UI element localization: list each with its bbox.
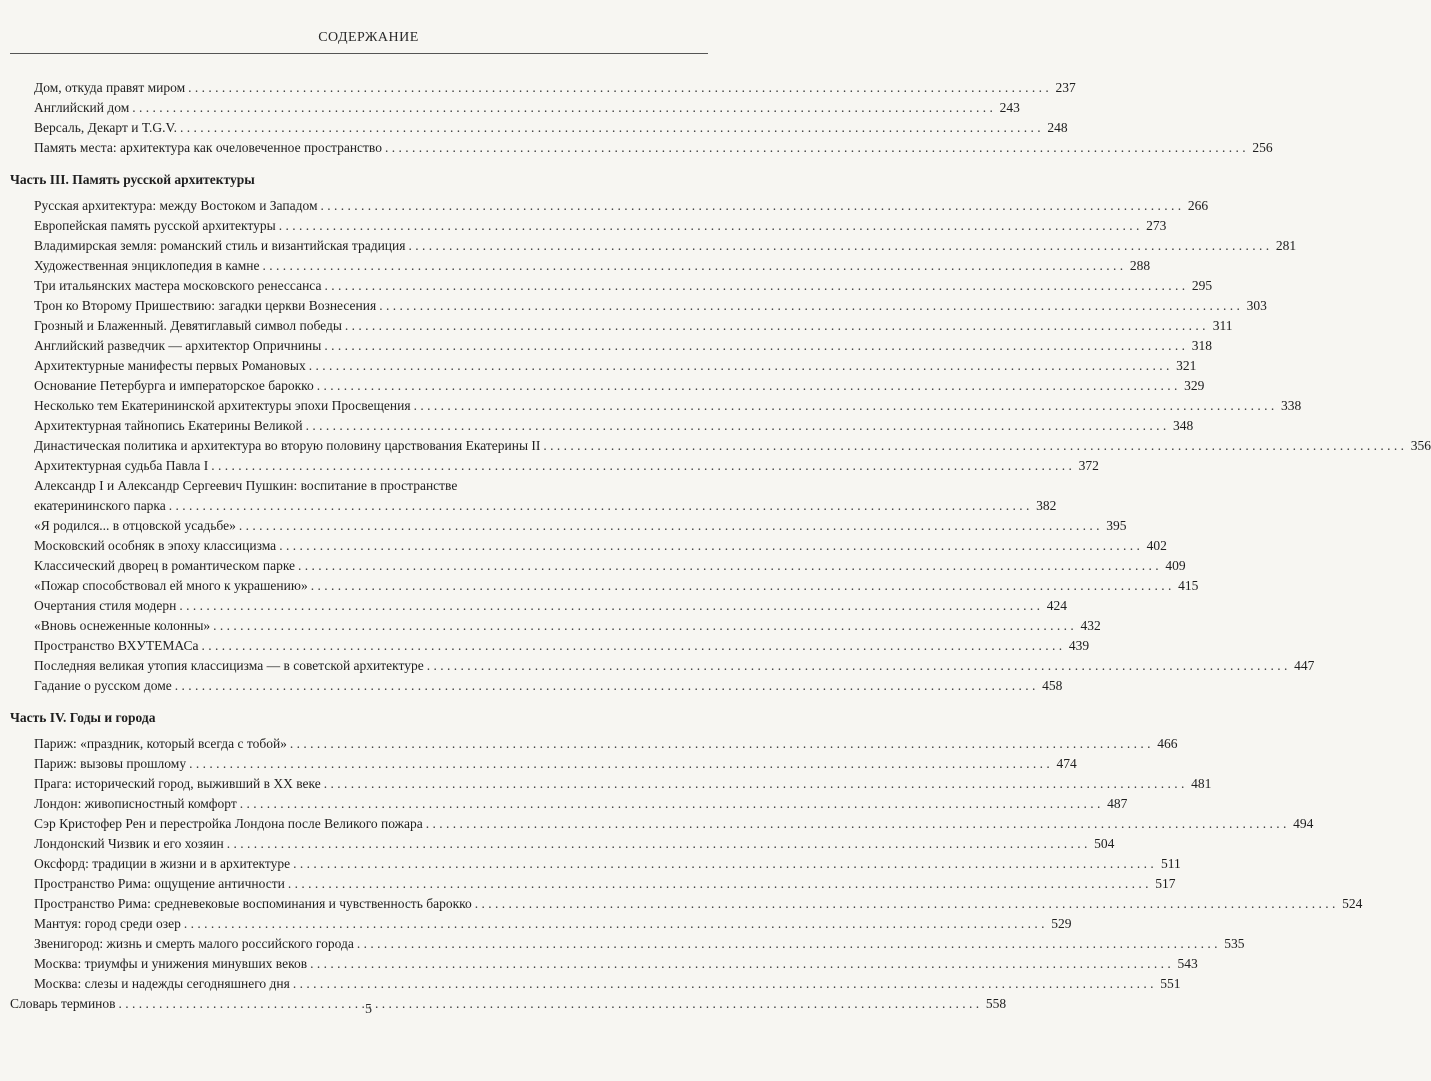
- toc-entry-title: Пространство Рима: ощущение античности: [34, 876, 285, 891]
- toc-entry-page: 494: [1293, 816, 1314, 831]
- toc-entry-page: 439: [1068, 638, 1090, 653]
- toc-entry-title: Оксфорд: традиции в жизни и в архитектуре: [34, 856, 291, 871]
- toc-entry[interactable]: [0, 296, 1267, 316]
- toc-entry-page: 372: [1078, 458, 1099, 473]
- toc-entry-title: Английский разведчик — архитектор Опричнины: [34, 338, 322, 353]
- toc-entry-page: 517: [1155, 876, 1176, 891]
- toc-entry-title: «Пожар способствовал ей много к украшению»: [34, 578, 308, 593]
- toc-entry-title: Архитектурная судьба Павла I: [34, 458, 209, 473]
- toc-entry[interactable]: [0, 276, 1213, 296]
- leader-dots: [293, 974, 1154, 994]
- leader-dots: [213, 616, 1074, 636]
- leader-dots: [543, 436, 1404, 456]
- toc-entry[interactable]: [0, 516, 1127, 536]
- toc-entry[interactable]: [0, 216, 1167, 236]
- toc-entry[interactable]: [0, 894, 1363, 914]
- toc-entry-wrapped[interactable]: [0, 476, 1057, 516]
- leader-dots: [475, 894, 1336, 914]
- toc-entry-title: Владимирская земля: романский стиль и византийская традиция: [34, 238, 406, 253]
- leader-dots: [132, 98, 993, 118]
- leader-dots: [290, 734, 1151, 754]
- toc-entry[interactable]: [0, 854, 1181, 874]
- toc-entry-page: 432: [1080, 618, 1101, 633]
- toc-entry-title: Русская архитектура: между Востоком и Западом: [34, 198, 318, 213]
- toc-entry-title: Москва: слезы и надежды сегодняшнего дня: [34, 976, 290, 991]
- toc-entry[interactable]: [0, 934, 1245, 954]
- toc-entry-title: Английский дом: [34, 100, 130, 115]
- toc-entry-title-line-2: екатерининского парка: [34, 498, 166, 513]
- toc-entry-title: Звенигород: жизнь и смерть малого российского города: [34, 936, 354, 951]
- toc-entry-title: Память места: архитектура как очеловеченное пространство: [34, 140, 382, 155]
- toc-entry-title: Классический дворец в романтическом парке: [34, 558, 296, 573]
- toc-entry-page: 474: [1056, 756, 1077, 771]
- toc-entry[interactable]: [0, 416, 1194, 436]
- leader-dots: [311, 576, 1172, 596]
- toc-entry-title: Очертания стиля модерн: [34, 598, 177, 613]
- toc-entry[interactable]: [0, 676, 1063, 696]
- toc-entry[interactable]: [0, 754, 1077, 774]
- toc-entry-page: 273: [1146, 218, 1167, 233]
- leader-dots: [293, 854, 1154, 874]
- toc-entry-page: 395: [1106, 518, 1127, 533]
- toc-entry[interactable]: [0, 396, 1302, 416]
- toc-entry-page: 402: [1146, 538, 1167, 553]
- toc-entry-title: Европейская память русской архитектуры: [34, 218, 276, 233]
- toc-entry-title: Архитектурные манифесты первых Романовых: [34, 358, 306, 373]
- leader-dots: [179, 596, 1040, 616]
- toc-entry-page: 243: [999, 100, 1020, 115]
- toc-entry-title: Основание Петербурга и императорское барокко: [34, 378, 314, 393]
- toc-entry-page: 481: [1191, 776, 1212, 791]
- leader-dots: [426, 814, 1287, 834]
- part-3-heading: Часть III. Память русской архитектуры: [10, 172, 255, 187]
- header-rule: [10, 53, 708, 54]
- toc-entry-page: 329: [1184, 378, 1205, 393]
- toc-entry-page: 524: [1342, 896, 1363, 911]
- toc-entry[interactable]: [0, 356, 1197, 376]
- toc-entry-page: 447: [1294, 658, 1315, 673]
- toc-entry-title: Париж: вызовы прошлому: [34, 756, 187, 771]
- toc-entry-page: 321: [1176, 358, 1197, 373]
- toc-entry[interactable]: [0, 576, 1199, 596]
- toc-entry-page: 281: [1275, 238, 1297, 253]
- toc-entry[interactable]: [0, 336, 1212, 356]
- table-of-contents: [0, 78, 1431, 1014]
- toc-entry-title: Три итальянских мастера московского ренессанса: [34, 278, 322, 293]
- leader-dots: [279, 536, 1140, 556]
- toc-entry-title: Московский особняк в эпоху классицизма: [34, 538, 277, 553]
- leader-dots: [288, 874, 1149, 894]
- leader-dots: [427, 656, 1288, 676]
- toc-entry[interactable]: [0, 616, 1101, 636]
- toc-entry[interactable]: [0, 196, 1209, 216]
- toc-entry[interactable]: [0, 834, 1115, 854]
- toc-entry-line-2: [0, 496, 1057, 516]
- toc-entry-page: 266: [1187, 198, 1209, 213]
- toc-entry[interactable]: [0, 734, 1178, 754]
- leader-dots: [175, 676, 1036, 696]
- toc-entry-page: 558: [985, 996, 1007, 1011]
- toc-entry-page: 424: [1046, 598, 1067, 613]
- toc-entry[interactable]: [0, 138, 1273, 158]
- leader-dots: [279, 216, 1140, 236]
- toc-entry-page: 458: [1042, 678, 1063, 693]
- toc-entry-page: 382: [1036, 498, 1057, 513]
- toc-entry-page: 318: [1191, 338, 1212, 353]
- toc-entry-page: 466: [1157, 736, 1178, 751]
- toc-entry-page: 543: [1177, 956, 1198, 971]
- toc-entry-title: «Вновь оснеженные колонны»: [34, 618, 211, 633]
- leader-dots: [188, 78, 1049, 98]
- toc-entry[interactable]: [0, 656, 1315, 676]
- leader-dots: [201, 636, 1062, 656]
- toc-entry-title: Трон ко Второму Пришествию: загадки церкви Вознесения: [34, 298, 377, 313]
- toc-entry[interactable]: [0, 256, 1151, 276]
- toc-entry-page: 288: [1129, 258, 1151, 273]
- leader-dots: [324, 336, 1185, 356]
- toc-entry-page: 529: [1051, 916, 1072, 931]
- toc-entry[interactable]: [0, 814, 1314, 834]
- leader-dots: [306, 416, 1167, 436]
- toc-entry-page: 511: [1161, 856, 1181, 871]
- leader-dots: [357, 934, 1218, 954]
- toc-entry-title: «Я родился... в отцовской усадьбе»: [34, 518, 236, 533]
- toc-entry[interactable]: [0, 974, 1181, 994]
- toc-entry-page: 356: [1410, 438, 1431, 453]
- leader-dots: [324, 276, 1185, 296]
- part-4-heading: Часть IV. Годы и города: [10, 710, 156, 725]
- toc-entry-title: Версаль, Декарт и T.G.V.: [34, 120, 177, 135]
- toc-entry-page: 487: [1107, 796, 1128, 811]
- toc-entry-title: Художественная энциклопедия в камне: [34, 258, 260, 273]
- page-number: 5: [365, 1002, 372, 1017]
- toc-entry[interactable]: [0, 98, 1020, 118]
- leader-dots: [345, 316, 1206, 336]
- toc-entry-title: Несколько тем Екатерининской архитектуры эпохи Просвещения: [34, 398, 411, 413]
- toc-entry-page: 256: [1252, 140, 1273, 155]
- toc-entry-page: 415: [1178, 578, 1199, 593]
- toc-entry-page: 409: [1165, 558, 1186, 573]
- toc-entry-page: 237: [1055, 80, 1076, 95]
- toc-entry-title-line-1: Александр I и Александр Сергеевич Пушкин: воспитание в пространстве: [34, 478, 458, 493]
- toc-entry-title: Грозный и Блаженный. Девятиглавый символ победы: [34, 318, 342, 333]
- toc-entry-page: 303: [1246, 298, 1267, 313]
- toc-entry-title: Пространство ВХУТЕМАСа: [34, 638, 199, 653]
- leader-dots: [385, 138, 1246, 158]
- toc-entry-title: Дом, откуда правят миром: [34, 80, 186, 95]
- toc-entry-title: Последняя великая утопия классицизма — в советской архитектуре: [34, 658, 424, 673]
- toc-entry-title: Архитектурная тайнопись Екатерины Великой: [34, 418, 303, 433]
- leader-dots: [298, 556, 1159, 576]
- toc-entry[interactable]: [0, 376, 1205, 396]
- leader-dots: [263, 256, 1124, 276]
- toc-entry[interactable]: [0, 316, 1233, 336]
- toc-entry-page: 504: [1094, 836, 1115, 851]
- leader-dots: [309, 356, 1170, 376]
- toc-entry-page: 338: [1280, 398, 1302, 413]
- toc-entry-title: Мантуя: город среди озер: [34, 916, 181, 931]
- toc-entry-page: 311: [1212, 318, 1233, 333]
- leader-dots: [240, 794, 1101, 814]
- leader-dots: [211, 456, 1072, 476]
- toc-entry-title: Париж: «праздник, который всегда с тобой»: [34, 736, 287, 751]
- toc-entry-page: 295: [1191, 278, 1213, 293]
- leader-dots: [408, 236, 1269, 256]
- toc-entry[interactable]: [0, 456, 1099, 476]
- toc-entry-title: Пространство Рима: средневековые воспоминания и чувственность барокко: [34, 896, 472, 911]
- leader-dots: [317, 376, 1178, 396]
- page-header: СОДЕРЖАНИЕ: [318, 30, 419, 45]
- toc-entry[interactable]: [0, 914, 1072, 934]
- toc-entry-title: Лондонский Чизвик и его хозяин: [34, 836, 224, 851]
- toc-entry-title: Словарь терминов: [10, 996, 116, 1011]
- toc-entry[interactable]: [0, 236, 1297, 256]
- toc-entry-title: Прага: исторический город, выживший в XX веке: [34, 776, 321, 791]
- leader-dots: [184, 914, 1045, 934]
- leader-dots: [379, 296, 1240, 316]
- toc-entry-title: Династическая политика и архитектура во вторую половину царствования Екатерины II: [34, 438, 541, 453]
- toc-entry[interactable]: [0, 636, 1090, 656]
- toc-entry-page: 348: [1172, 418, 1194, 433]
- toc-entry-title: Москва: триумфы и унижения минувших веков: [34, 956, 308, 971]
- toc-entry[interactable]: [0, 774, 1212, 794]
- leader-dots: [239, 516, 1100, 536]
- leader-dots: [310, 954, 1171, 974]
- leader-dots: [189, 754, 1050, 774]
- toc-entry-title: Сэр Кристофер Рен и перестройка Лондона после Великого пожара: [34, 816, 423, 831]
- toc-entry[interactable]: [0, 118, 1068, 138]
- toc-entry-title: Лондон: живописностный комфорт: [34, 796, 237, 811]
- toc-entry-page: 535: [1224, 936, 1245, 951]
- toc-entry[interactable]: [0, 556, 1186, 576]
- leader-dots: [169, 496, 1030, 516]
- toc-entry[interactable]: [0, 436, 1431, 456]
- toc-entry[interactable]: [0, 596, 1067, 616]
- toc-entry[interactable]: [0, 874, 1176, 894]
- toc-entry-title: Гадание о русском доме: [34, 678, 172, 693]
- leader-dots: [180, 118, 1041, 138]
- leader-dots: [414, 396, 1275, 416]
- toc-entry[interactable]: [0, 78, 1076, 98]
- toc-entry-page: 551: [1160, 976, 1181, 991]
- leader-dots: [321, 196, 1182, 216]
- toc-entry-page: 248: [1047, 120, 1068, 135]
- toc-entry[interactable]: [0, 794, 1128, 814]
- leader-dots: [324, 774, 1185, 794]
- toc-entry[interactable]: [0, 954, 1198, 974]
- toc-entry[interactable]: [0, 536, 1167, 556]
- leader-dots: [227, 834, 1088, 854]
